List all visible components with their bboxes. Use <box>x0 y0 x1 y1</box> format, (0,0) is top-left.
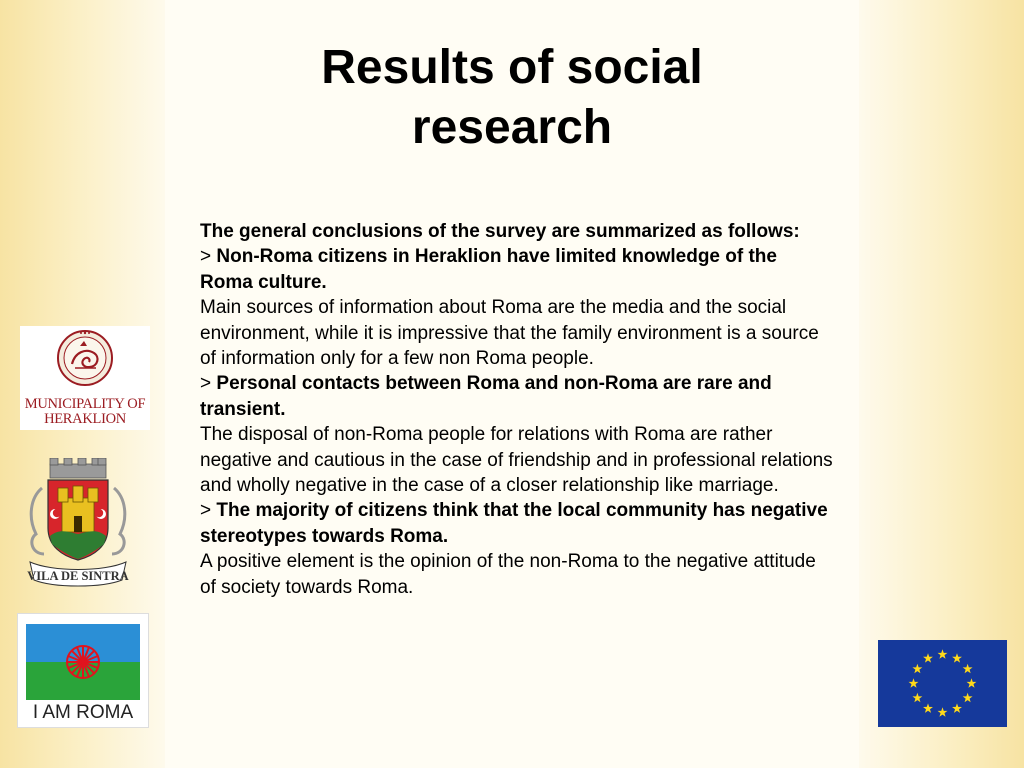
eu-star-icon <box>923 703 933 712</box>
bullet-marker: > <box>200 373 212 395</box>
eu-star-icon <box>952 703 962 712</box>
bullet-marker: > <box>200 500 212 522</box>
eu-star-icon <box>909 678 919 687</box>
roma-logo <box>17 613 149 728</box>
roma-caption: I AM ROMA <box>32 702 134 723</box>
slide-title <box>165 38 859 158</box>
title-line-2: research <box>411 101 613 154</box>
eu-star-icon <box>912 693 922 702</box>
eu-stars-icon <box>878 640 1007 727</box>
eu-star-icon <box>912 664 922 673</box>
point-1-heading <box>200 244 835 295</box>
heraklion-logo <box>20 326 150 430</box>
eu-star-icon <box>952 653 962 662</box>
point-2-heading <box>200 371 835 422</box>
eu-star-icon <box>938 649 948 658</box>
eu-star-icon <box>963 693 973 702</box>
point-2-heading-text: Personal contacts between Roma and non-Roma are rare and transient. <box>200 373 772 420</box>
roma-flag-icon <box>18 622 148 700</box>
eu-star-icon <box>963 664 973 673</box>
point-3-body: A positive element is the opinion of the non-Roma to the negative attitude of society towards Roma. <box>200 551 816 598</box>
sintra-crest-icon <box>22 458 134 590</box>
eu-star-icon <box>938 707 948 716</box>
eu-star-icon <box>923 653 933 662</box>
heraklion-line-2: HERAKLION <box>44 411 126 427</box>
heraklion-line-1: MUNICIPALITY OF <box>24 396 146 412</box>
bullet-marker: > <box>200 246 212 268</box>
point-1-heading-text: Non-Roma citizens in Heraklion have limited knowledge of the Roma culture. <box>200 246 777 293</box>
point-2-body: The disposal of non-Roma people for relations with Roma are rather negative and cautious in the case of friendship and in professional relations and wholly negative in the case of a closer relationship like marriage. <box>200 424 833 497</box>
eu-flag <box>878 640 1007 727</box>
sintra-coat-of-arms <box>22 458 134 590</box>
intro-text: The general conclusions of the survey are summarized as follows: <box>200 221 800 242</box>
point-1-body: Main sources of information about Roma are the media and the social environment, while it is impressive that the family environment is a source of information only for a few non Roma people. <box>200 297 819 370</box>
point-3-heading <box>200 498 835 549</box>
sintra-banner-text: VILA DE SINTRA <box>27 569 129 583</box>
slide-body <box>200 219 835 600</box>
svg-text:VILA DE SINTRA <box>27 569 128 583</box>
eu-star-icon <box>967 678 977 687</box>
point-3-heading-text: The majority of citizens think that the local community has negative stereotypes towards Roma. <box>200 500 828 547</box>
title-line-1: Results of social <box>321 41 703 94</box>
